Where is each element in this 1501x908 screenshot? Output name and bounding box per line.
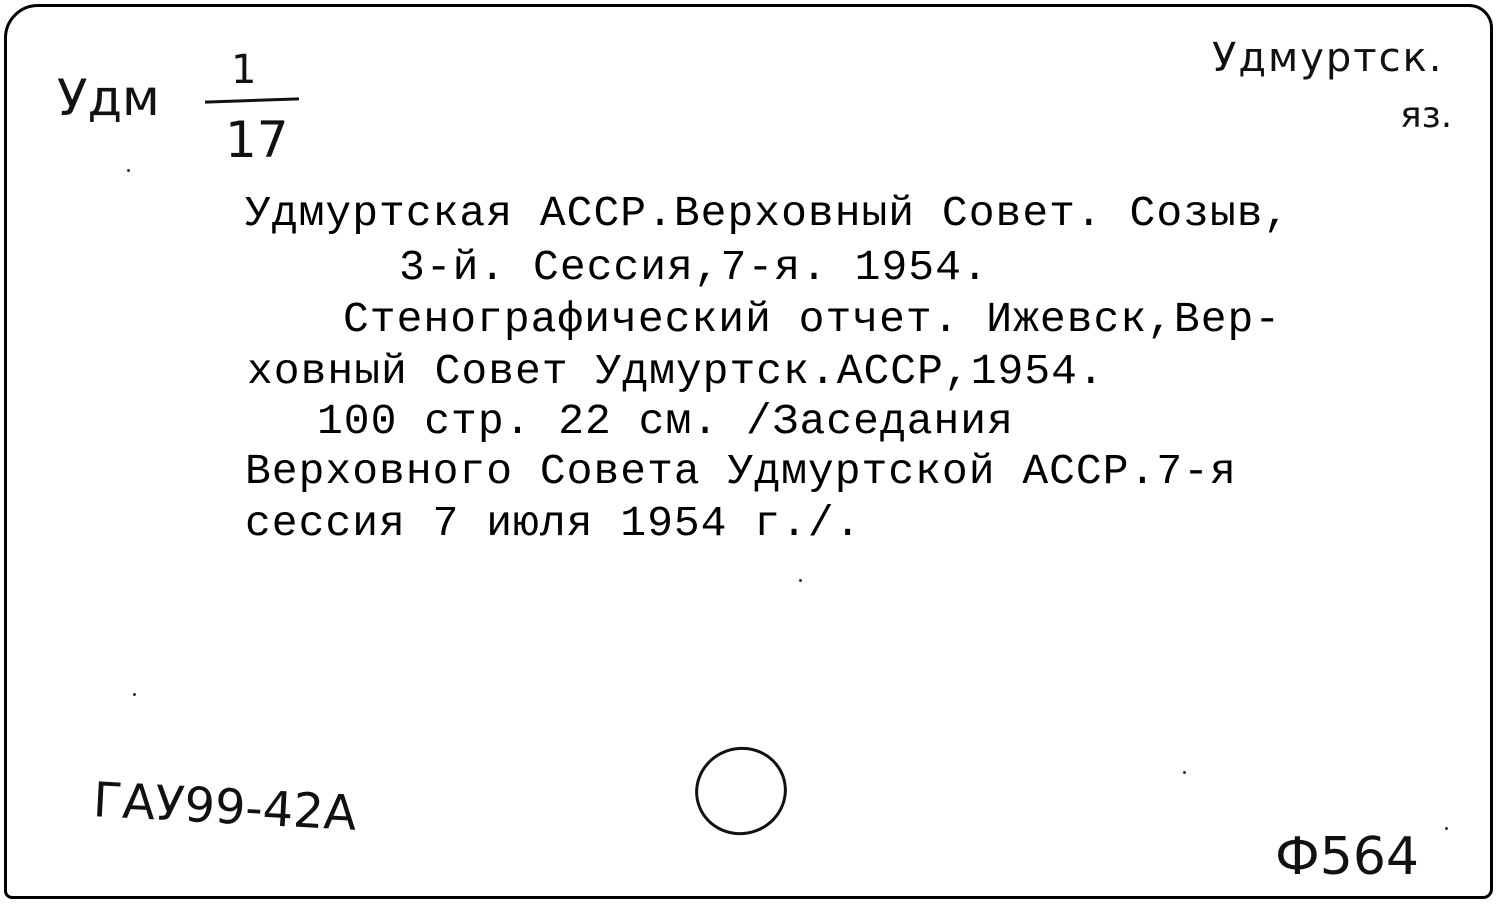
shelfmark-numerator: 1 (231, 47, 257, 93)
entry-line-7: сессия 7 июля 1954 г./. (245, 499, 862, 548)
entry-line-3: Стенографический отчет. Ижевск,Вер- (343, 295, 1282, 344)
archive-code: ГАУ99-42А (91, 772, 358, 842)
entry-line-2: 3-й. Сессия,7-я. 1954. (399, 243, 989, 292)
speck (1183, 771, 1186, 774)
speck (133, 693, 136, 696)
entry-line-5: 100 стр. 22 см. /Заседания (317, 397, 1014, 446)
speck (799, 579, 802, 582)
entry-line-6: Верховного Совета Удмуртской АССР.7-я (245, 447, 1237, 496)
speck (127, 169, 130, 172)
subject-heading-line2: яз. (1400, 95, 1453, 136)
subject-heading-line1: Удмуртск. (1212, 35, 1444, 81)
shelfmark-denominator: 17 (225, 111, 289, 169)
speck (1445, 827, 1448, 830)
entry-line-1: Удмуртская АССР.Верховный Совет. Созыв, (245, 189, 1291, 238)
inventory-code: Ф564 (1275, 827, 1420, 887)
handwritten-circle-mark (685, 737, 797, 846)
catalog-card (4, 4, 1493, 899)
shelfmark-fraction-line (205, 97, 299, 103)
entry-line-4: ховный Совет Удмуртск.АССР,1954. (247, 347, 1105, 396)
shelfmark-prefix: Удм (57, 69, 160, 127)
